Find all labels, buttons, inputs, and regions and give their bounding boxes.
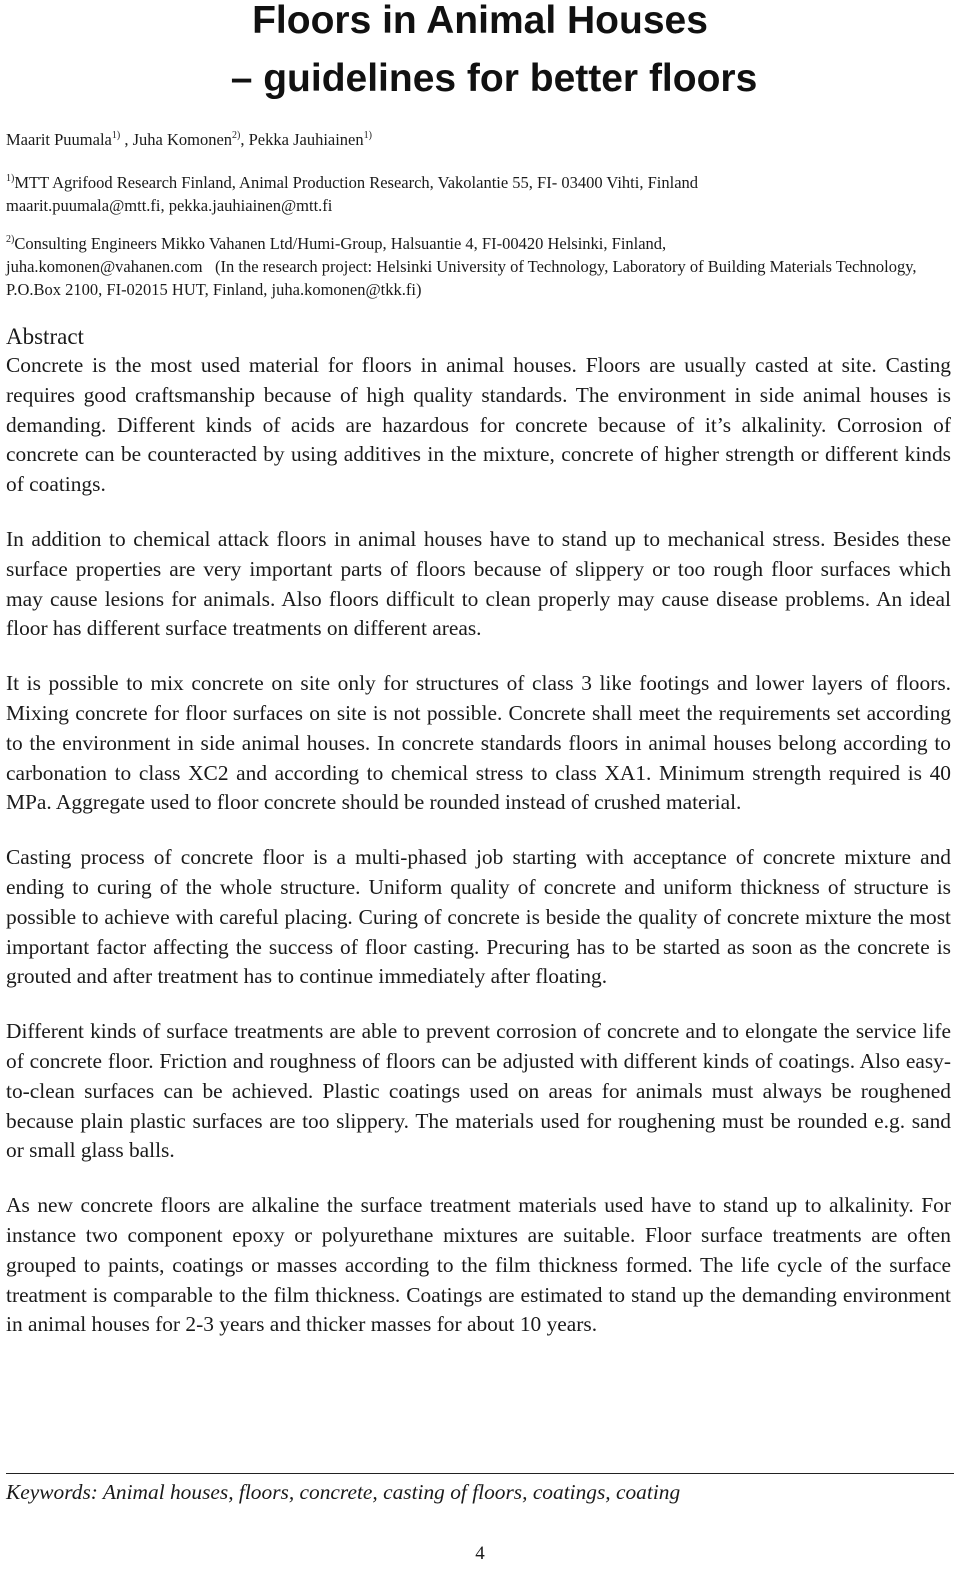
affiliation-email: juha.komonen@vahanen.com [6,257,203,276]
author-name: Maarit Puumala [6,130,112,149]
abstract-paragraph: It is possible to mix concrete on site only for structures of class 3 like footings and lower layers of floors. Mixing concrete for floor surfaces on site is not possible. Concrete shall meet the requirements set according to the environment in side animal houses. In concrete standards floors in animal houses belong according to carbonation to class XC2 and according to chemical stress to class XA1. Minimum strength required is 40 MPa. Aggregate used to floor concrete should be rounded instead of crushed material. [6,671,951,815]
affiliation-marker: 1) [6,173,15,184]
affiliation-marker: 1) [111,130,121,141]
abstract-body [6,351,951,1365]
affiliation-emails: maarit.puumala@mtt.fi, pekka.jauhiainen@mtt.fi [6,196,333,215]
title-line-1: Floors in Animal Houses [252,0,708,42]
title-line-2: – guidelines for better floors [230,57,758,100]
affiliation-1 [6,171,951,217]
affiliation-2 [6,232,951,301]
abstract-paragraph: Concrete is the most used material for floors in animal houses. Floors are usually casted at site. Casting requires good craftsmanship because of high quality standards. The environment in side animal houses is demanding. Different kinds of acids are hazardous for concrete because of it’s alkalinity. Corrosion of concrete can be counteracted by using additives in the mixture, concrete of higher strength or different kinds of coatings. [6,353,951,497]
keywords-line: Keywords: Animal houses, floors, concrete, casting of floors, coatings, coating [6,1480,681,1504]
affiliation-marker: 1) [363,130,372,141]
affiliation-address: Consulting Engineers Mikko Vahanen Ltd/Humi-Group, Halsuantie 4, FI-00420 Helsinki, Finland, [14,234,667,253]
paper-title [0,0,960,108]
page-number: 4 [475,1543,485,1564]
affiliation-marker: 2) [232,130,241,141]
affiliation-address: MTT Agrifood Research Finland, Animal Production Research, Vakolantie 55, FI- 03400 Vihti, Finland [14,173,699,192]
horizontal-rule [6,1473,954,1474]
abstract-heading: Abstract [6,324,84,349]
abstract-paragraph: As new concrete floors are alkaline the surface treatment materials used have to stand up to alkalinity. For instance two component epoxy or polyurethane mixtures are suitable. Floor surface treatments are often grouped to paints, coatings or masses according to the film thickness formed. The life cycle of the surface treatment is comparable to the film thickness. Coatings are estimated to stand up the demanding environment in animal houses for 2-3 years and thicker masses for about 10 years. [6,1193,951,1337]
affiliation-note: (In the research project: Helsinki University of Technology, Laboratory of Building Materials Technology, P.O.Box 2100, FI-02015 HUT, Finland, juha.komonen@tkk.fi) [6,257,917,299]
author-list [6,130,372,150]
author-name: , Juha Komonen [120,130,233,149]
affiliation-marker: 2) [6,234,15,245]
abstract-paragraph: Casting process of concrete floor is a multi-phased job starting with acceptance of concrete mixture and ending to curing of the whole structure. Uniform quality of concrete and uniform thickness of structure is possible to achieve with careful placing. Curing of concrete is beside the quality of concrete mixture the most important factor affecting the success of floor casting. Precuring has to be started as soon as the concrete is grouted and after treatment has to continue immediately after floating. [6,845,951,989]
author-name: , Pekka Jauhiainen [240,130,364,149]
abstract-paragraph: In addition to chemical attack floors in animal houses have to stand up to mechanical stress. Besides these surface properties are very important parts of floors because of slippery or too rough floor surfaces which may cause lesions for animals. Also floors difficult to clean properly may cause disease problems. An ideal floor has different surface treatments on different areas. [6,526,951,641]
abstract-paragraph: Different kinds of surface treatments are able to prevent corrosion of concrete and to elongate the service life of concrete floor. Friction and roughness of floors can be adjusted with different kinds of coatings. Also easy-to-clean surfaces can be achieved. Plastic coatings used on areas for animals must always be roughened because plain plastic surfaces are too slippery. The materials used for roughening must be rounded e.g. sand or small glass balls. [6,1019,951,1163]
